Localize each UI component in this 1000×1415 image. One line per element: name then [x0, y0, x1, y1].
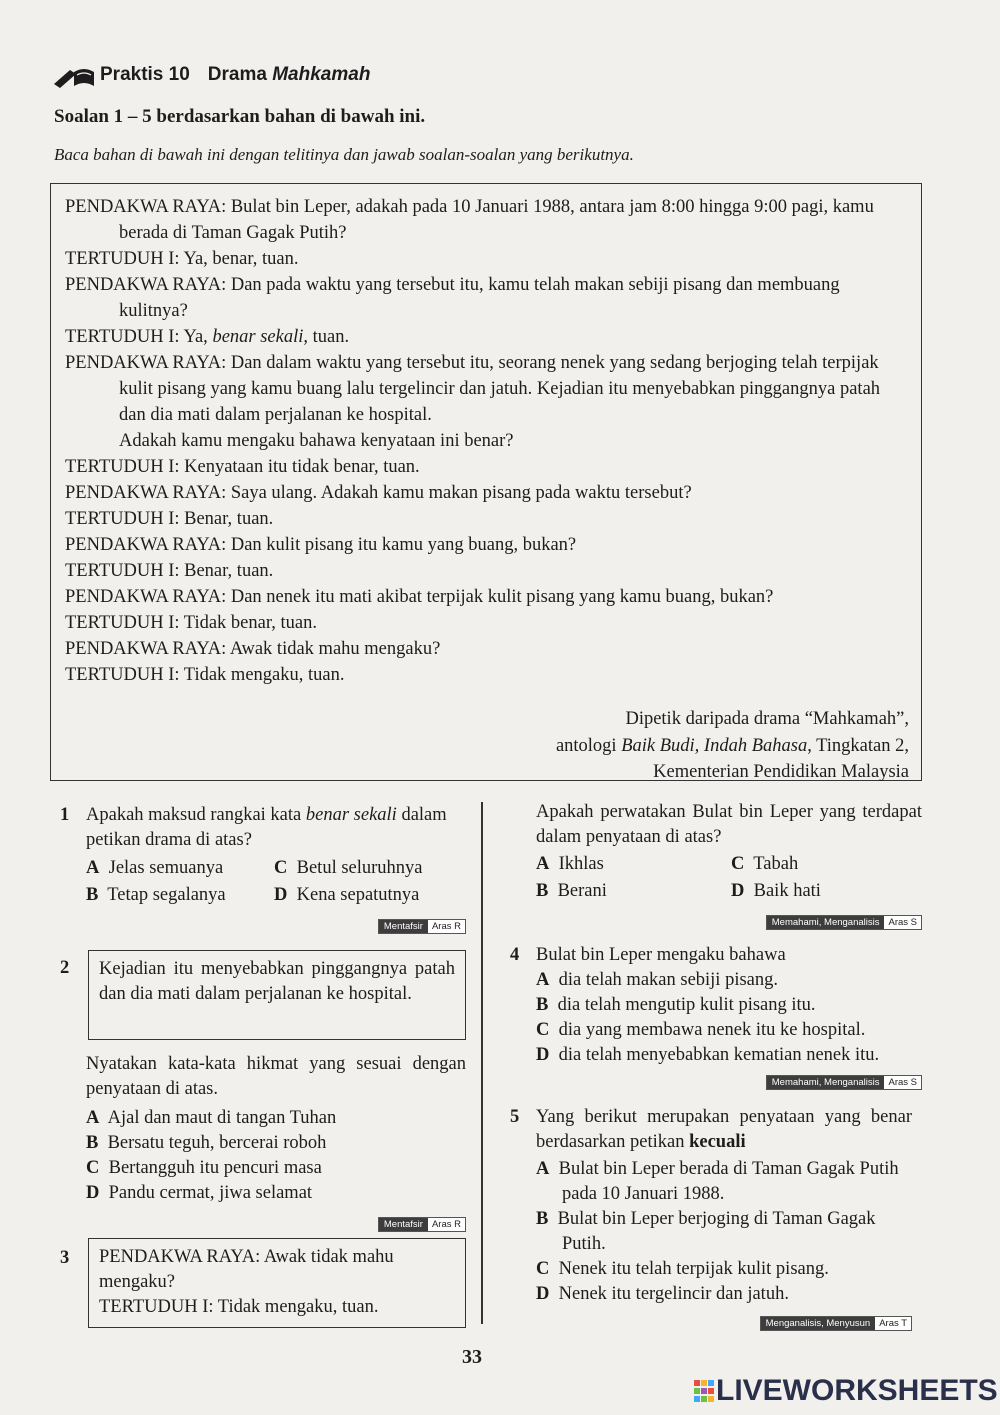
- passage-line: TERTUDUH I: Kenyataan itu tidak benar, tuan.: [65, 457, 420, 477]
- option-a[interactable]: A Bulat bin Leper berada di Taman Gagak Putih pada 10 Januari 1988.: [536, 1159, 899, 1204]
- passage-line: TERTUDUH I: Tidak benar, tuan.: [65, 613, 317, 633]
- question-number: 3: [60, 1248, 70, 1268]
- skill-level-badge: Mentafsir Aras R: [378, 919, 466, 934]
- column-divider: [481, 802, 483, 1324]
- skill-level-badge: Mentafsir Aras R: [378, 1217, 466, 1232]
- question-number: 1: [60, 805, 70, 825]
- passage-line: TERTUDUH I: Benar, tuan.: [65, 509, 274, 529]
- option-b[interactable]: B Bulat bin Leper berjoging di Taman Gagak Putih.: [536, 1209, 876, 1254]
- option-b[interactable]: B dia telah mengutip kulit pisang itu.: [536, 995, 816, 1015]
- question-3-continued: [536, 800, 922, 933]
- drama-passage: [50, 183, 922, 781]
- question-number: 5: [510, 1107, 520, 1127]
- option-c[interactable]: C Tabah: [731, 854, 799, 874]
- passage-line: PENDAKWA RAYA: Dan nenek itu mati akibat terpijak kulit pisang yang kamu buang, bukan?: [65, 587, 774, 607]
- instruction-title: Soalan 1 – 5 berdasarkan bahan di bawah ini.: [54, 106, 426, 127]
- option-d[interactable]: D dia telah menyebabkan kematian nenek itu.: [536, 1045, 880, 1065]
- liveworksheets-logo[interactable]: [694, 1375, 998, 1407]
- instruction-text: Baca bahan di bawah ini dengan telitinya dan jawab soalan-soalan yang berikutnya.: [54, 145, 634, 164]
- skill-level-badge: Memahami, Menganalisis Aras S: [766, 1075, 922, 1090]
- option-b[interactable]: B Berani: [536, 881, 607, 901]
- option-c[interactable]: C Bertangguh itu pencuri masa: [86, 1158, 322, 1178]
- option-d[interactable]: D Baik hati: [731, 881, 821, 901]
- option-row: [86, 883, 466, 908]
- book-icon: [52, 64, 96, 90]
- question-5: 5 Yang berikut merupakan penyataan yang benar berdasarkan petikan kecuali A Bulat bin Leper berada di Taman Gagak Putih pada 10 Januari 1988. B Bulat bin Leper berjoging di Taman Gagak Putih. C Nenek itu telah terpijak kulit pisang. D Nenek itu tergelincir dan jatuh. Menganalisis, Menyusun Aras T: [510, 1107, 912, 1329]
- skill-level-badge: Memahami, Menganalisis Aras S: [766, 915, 922, 930]
- option-d[interactable]: D Pandu cermat, jiwa selamat: [86, 1183, 313, 1203]
- option-c[interactable]: C Nenek itu telah terpijak kulit pisang.: [536, 1259, 829, 1279]
- passage-line: TERTUDUH I: Ya, benar, tuan.: [65, 249, 299, 269]
- question-stem: Nyatakan kata-kata hikmat yang sesuai dengan penyataan di atas.: [86, 1054, 466, 1099]
- option-a[interactable]: A Jelas semuanya: [86, 858, 224, 878]
- question-quote-box: Kejadian itu menyebabkan pinggangnya patah dan dia mati dalam perjalanan ke hospital.: [88, 950, 466, 1040]
- praktis-label: Praktis 10: [100, 64, 190, 85]
- option-row: [536, 879, 922, 904]
- option-d[interactable]: D Kena sepatutnya: [274, 885, 420, 905]
- question-3: [60, 1238, 466, 1328]
- page-number: 33: [462, 1346, 482, 1368]
- question-stem: Apakah perwatakan Bulat bin Leper yang terdapat dalam penyataan di atas?: [536, 802, 922, 847]
- passage-line: TERTUDUH I: Ya, benar sekali, tuan.: [65, 327, 350, 347]
- option-b[interactable]: B Bersatu teguh, bercerai roboh: [86, 1133, 327, 1153]
- question-2: [60, 950, 466, 1235]
- option-row: [86, 856, 466, 881]
- passage-line: PENDAKWA RAYA: Saya ulang. Adakah kamu makan pisang pada waktu tersebut?: [65, 483, 692, 503]
- option-a[interactable]: A dia telah makan sebiji pisang.: [536, 970, 778, 990]
- passage-line: TERTUDUH I: Tidak mengaku, tuan.: [65, 665, 345, 685]
- drama-label: Drama: [207, 64, 267, 85]
- question-1: 1 Apakah maksud rangkai kata benar sekali dalam petikan drama di atas? A Jelas semuanya C Betul seluruhnya B Tetap segalanya D Kena sepatutnya Mentafsir Aras R: [60, 803, 466, 937]
- option-d[interactable]: D Nenek itu tergelincir dan jatuh.: [536, 1284, 789, 1304]
- option-c[interactable]: C Betul seluruhnya: [274, 858, 423, 878]
- question-number: 2: [60, 958, 70, 978]
- passage-line: PENDAKWA RAYA: Dan dalam waktu yang tersebut itu, seorang nenek yang sedang berjoging telah terpijak kulit pisang yang kamu buang lalu tergelincir dan jatuh. Kejadian itu menyebabkan pinggangnya patah dan dia mati dalam perjalanan ke hospital. Adakah kamu mengaku bahawa kenyataan ini benar?: [65, 353, 881, 451]
- brand-name: LIVEWORKSHEETS: [716, 1374, 998, 1407]
- passage-line: PENDAKWA RAYA: Dan kulit pisang itu kamu yang buang, bukan?: [65, 535, 577, 555]
- passage-line: PENDAKWA RAYA: Dan pada waktu yang tersebut itu, kamu telah makan sebiji pisang dan membuang kulitnya?: [65, 275, 840, 321]
- passage-source: Dipetik daripada drama “Mahkamah”, antologi Baik Budi, Indah Bahasa, Tingkatan 2, Kementerian Pendidikan Malaysia: [555, 709, 909, 782]
- question-4: 4 Bulat bin Leper mengaku bahawa A dia telah makan sebiji pisang. B dia telah mengutip kulit pisang itu. C dia yang membawa nenek itu ke hospital. D dia telah menyebabkan kematian nenek itu. Memahami, Menganalisis Aras S: [510, 943, 922, 1093]
- section-header: [100, 64, 370, 86]
- drama-title: Mahkamah: [272, 64, 371, 85]
- passage-line: TERTUDUH I: Benar, tuan.: [65, 561, 274, 581]
- passage-line: PENDAKWA RAYA: Bulat bin Leper, adakah pada 10 Januari 1988, antara jam 8:00 hingga 9:00 pagi, kamu berada di Taman Gagak Putih?: [65, 197, 874, 243]
- option-a[interactable]: A Ikhlas: [536, 854, 604, 874]
- question-quote-box: PENDAKWA RAYA: Awak tidak mahu mengaku? TERTUDUH I: Tidak mengaku, tuan.: [88, 1238, 466, 1328]
- skill-level-badge: Menganalisis, Menyusun Aras T: [760, 1316, 912, 1331]
- option-row: [536, 852, 922, 877]
- passage-line: PENDAKWA RAYA: Awak tidak mahu mengaku?: [65, 639, 441, 659]
- grid-logo-icon: [694, 1380, 714, 1402]
- question-number: 4: [510, 945, 520, 965]
- option-a[interactable]: A Ajal dan maut di tangan Tuhan: [86, 1108, 337, 1128]
- option-b[interactable]: B Tetap segalanya: [86, 885, 226, 905]
- option-c[interactable]: C dia yang membawa nenek itu ke hospital.: [536, 1020, 866, 1040]
